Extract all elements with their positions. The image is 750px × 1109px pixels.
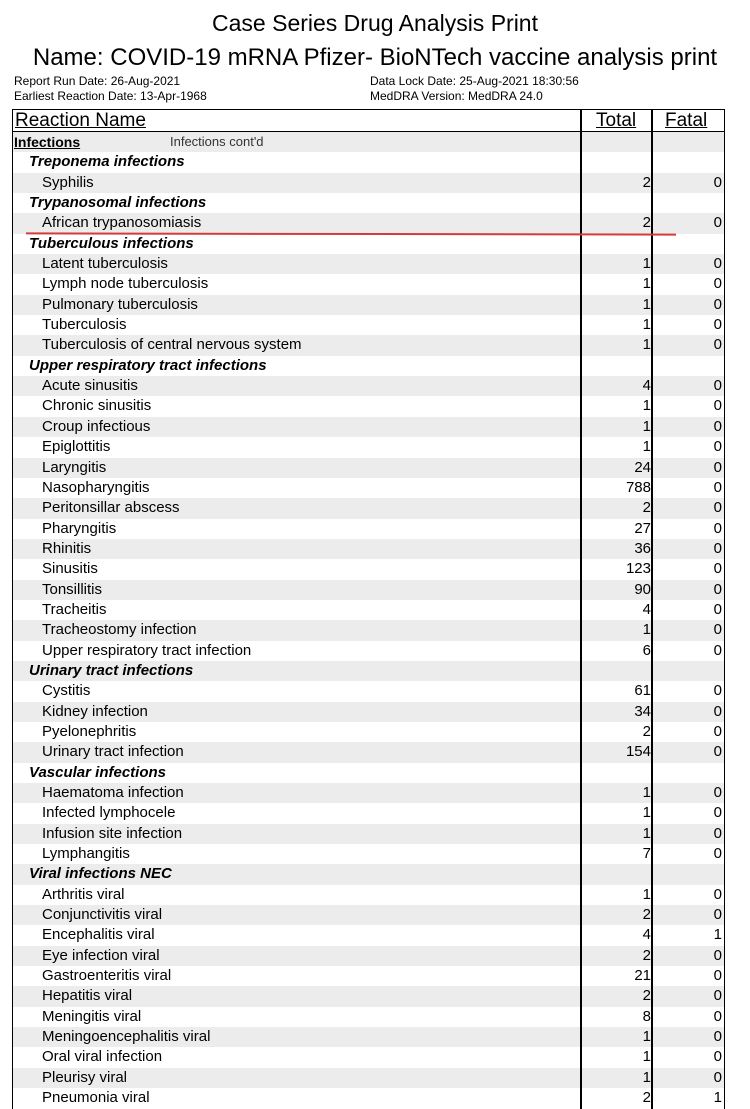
fatal-count: 0: [713, 539, 722, 557]
fatal-count: 0: [713, 214, 722, 232]
total-count: 1: [642, 784, 651, 801]
fatal-count: 1: [713, 926, 722, 944]
total-count: 1: [642, 316, 651, 334]
table-row: [13, 254, 724, 274]
report-meta-right: [370, 74, 579, 104]
fatal-count: 0: [713, 560, 722, 578]
total-count: 2: [642, 214, 651, 232]
table-body: [13, 152, 724, 1108]
total-count: 1: [642, 804, 651, 822]
fatal-count: 0: [713, 946, 722, 964]
table-row: [13, 173, 724, 193]
reaction-name: Pleurisy viral: [42, 1068, 128, 1086]
table-row: [13, 1068, 724, 1088]
table-row: [13, 783, 724, 803]
total-count: 36: [634, 539, 651, 557]
reaction-name: Nasopharyngitis: [42, 478, 150, 496]
fatal-count: 0: [713, 316, 722, 334]
reaction-name: Hepatitis viral: [42, 987, 133, 1005]
table-row: [13, 844, 724, 864]
table-row: [13, 274, 724, 294]
total-count: 1: [642, 417, 651, 435]
total-count: 4: [642, 600, 651, 618]
reaction-name: Encephalitis viral: [42, 926, 155, 944]
table-row: [13, 478, 724, 498]
table-row: [13, 986, 724, 1006]
table-row: [13, 1007, 724, 1027]
table-row: [13, 600, 724, 620]
total-count: 90: [634, 580, 651, 598]
table-row: [13, 458, 724, 478]
reaction-name: Kidney infection: [42, 702, 148, 720]
reaction-name: Epiglottitis: [42, 438, 111, 456]
total-count: 6: [642, 641, 651, 659]
group-name: Viral infections NEC: [29, 865, 172, 883]
total-count: 1: [642, 255, 651, 273]
total-count: 1: [642, 438, 651, 456]
table-row-top-category: [13, 132, 724, 152]
reaction-table: [12, 109, 725, 1109]
reaction-name: Laryngitis: [42, 458, 107, 476]
table-row: [13, 925, 724, 945]
table-row: [13, 559, 724, 579]
fatal-count: 0: [713, 295, 722, 313]
table-row: [13, 1088, 724, 1108]
reaction-name: Eye infection viral: [42, 946, 160, 964]
table-row: [13, 946, 724, 966]
total-count: 7: [642, 845, 651, 863]
total-count: 2: [642, 906, 651, 924]
reaction-name: Oral viral infection: [42, 1048, 163, 1066]
total-count: 1: [642, 885, 651, 903]
reaction-name: Lymph node tuberculosis: [42, 275, 209, 293]
data-lock-date: Data Lock Date: 25-Aug-2021 18:30:56: [370, 74, 579, 88]
column-divider-fatal: [651, 109, 653, 1109]
fatal-count: 0: [713, 722, 722, 740]
total-count: 1: [642, 1068, 651, 1086]
reaction-name: Arthritis viral: [42, 885, 125, 903]
reaction-name: Acute sinusitis: [42, 377, 138, 395]
fatal-count: 0: [713, 336, 722, 354]
total-count: 1: [642, 824, 651, 842]
table-row-group: [13, 661, 724, 681]
total-count: 1: [642, 275, 651, 293]
fatal-count: 0: [713, 804, 722, 822]
fatal-count: 0: [713, 173, 722, 191]
fatal-count: 0: [713, 255, 722, 273]
fatal-count: 0: [713, 1028, 722, 1046]
top-category-continued: Infections cont'd: [170, 134, 264, 149]
reaction-name: Upper respiratory tract infection: [42, 641, 252, 659]
total-count: 61: [634, 682, 651, 700]
total-count: 1: [642, 336, 651, 354]
table-row: [13, 742, 724, 762]
top-category-name: Infections: [14, 134, 81, 150]
column-divider-total: [580, 109, 582, 1109]
reaction-name: Croup infectious: [42, 417, 151, 435]
meddra-version: MedDRA Version: MedDRA 24.0: [370, 89, 543, 103]
group-name: Treponema infections: [29, 153, 185, 171]
reaction-name: Lymphangitis: [42, 845, 130, 863]
total-count: 1: [642, 1028, 651, 1046]
fatal-count: 0: [713, 682, 722, 700]
total-count: 1: [642, 397, 651, 415]
total-count: 1: [642, 1048, 651, 1066]
reaction-name: Cystitis: [42, 682, 91, 700]
fatal-count: 0: [713, 987, 722, 1005]
table-row-group: [13, 864, 724, 884]
table-row: [13, 580, 724, 600]
fatal-count: 0: [713, 621, 722, 639]
table-row: [13, 905, 724, 925]
fatal-count: 0: [713, 478, 722, 496]
reaction-name: Infusion site infection: [42, 824, 183, 842]
table-row: [13, 335, 724, 355]
total-count: 8: [642, 1007, 651, 1025]
reaction-name: Latent tuberculosis: [42, 255, 168, 273]
table-row-group: [13, 234, 724, 254]
fatal-count: 0: [713, 580, 722, 598]
total-count: 2: [642, 173, 651, 191]
fatal-count: 0: [713, 600, 722, 618]
fatal-count: 0: [713, 1007, 722, 1025]
reaction-name: Peritonsillar abscess: [42, 499, 180, 517]
group-name: Vascular infections: [29, 763, 166, 781]
reaction-name: Conjunctivitis viral: [42, 906, 163, 924]
table-row: [13, 213, 724, 233]
table-row: [13, 1047, 724, 1067]
table-row: [13, 681, 724, 701]
total-count: 154: [625, 743, 651, 761]
table-row: [13, 437, 724, 457]
total-count: 788: [625, 478, 651, 496]
column-header-fatal: Fatal: [665, 110, 708, 131]
table-row: [13, 417, 724, 437]
fatal-count: 0: [713, 743, 722, 761]
reaction-name: Rhinitis: [42, 539, 92, 557]
report-meta-left: [14, 74, 207, 104]
reaction-name: Pulmonary tuberculosis: [42, 295, 198, 313]
reaction-name: Urinary tract infection: [42, 743, 184, 761]
reaction-name: Chronic sinusitis: [42, 397, 152, 415]
total-count: 2: [642, 987, 651, 1005]
reaction-name: Gastroenteritis viral: [42, 967, 172, 985]
reaction-name: Haematoma infection: [42, 784, 184, 801]
reaction-name: Tracheitis: [42, 600, 107, 618]
reaction-name: Meningitis viral: [42, 1007, 142, 1025]
reaction-name: Meningoencephalitis viral: [42, 1028, 211, 1046]
column-header-reaction-name: Reaction Name: [15, 110, 146, 131]
report-run-date: Report Run Date: 26-Aug-2021: [14, 74, 181, 88]
fatal-count: 0: [713, 702, 722, 720]
total-count: 2: [642, 722, 651, 740]
table-row-group: [13, 152, 724, 172]
table-row: [13, 519, 724, 539]
total-count: 4: [642, 926, 651, 944]
reaction-name: Sinusitis: [42, 560, 98, 578]
total-count: 123: [625, 560, 651, 578]
reaction-name: Tuberculosis: [42, 316, 127, 334]
table-row: [13, 966, 724, 986]
reaction-name: Pneumonia viral: [42, 1089, 150, 1107]
fatal-count: 0: [713, 885, 722, 903]
earliest-reaction-date: Earliest Reaction Date: 13-Apr-1968: [14, 89, 207, 103]
total-count: 1: [642, 295, 651, 313]
fatal-count: 0: [713, 417, 722, 435]
reaction-name: Tracheostomy infection: [42, 621, 197, 639]
fatal-count: 0: [713, 1068, 722, 1086]
fatal-count: 0: [713, 377, 722, 395]
table-row: [13, 885, 724, 905]
reaction-name: African trypanosomiasis: [42, 214, 202, 232]
fatal-count: 1: [713, 1089, 722, 1107]
reaction-name: Pyelonephritis: [42, 722, 137, 740]
reaction-name: Tonsillitis: [42, 580, 103, 598]
total-count: 24: [634, 458, 651, 476]
table-row: [13, 803, 724, 823]
total-count: 2: [642, 946, 651, 964]
column-header-total: Total: [596, 110, 637, 131]
table-header: [13, 110, 724, 132]
total-count: 34: [634, 702, 651, 720]
table-row: [13, 824, 724, 844]
table-row: [13, 315, 724, 335]
total-count: 27: [634, 519, 651, 537]
fatal-count: 0: [713, 641, 722, 659]
total-count: 2: [642, 499, 651, 517]
group-name: Urinary tract infections: [29, 661, 194, 679]
table-row-group: [13, 356, 724, 376]
table-row: [13, 396, 724, 416]
table-row: [13, 641, 724, 661]
fatal-count: 0: [713, 906, 722, 924]
reaction-name: Pharyngitis: [42, 519, 117, 537]
group-name: Tuberculous infections: [29, 234, 194, 252]
fatal-count: 0: [713, 784, 722, 801]
table-row: [13, 498, 724, 518]
fatal-count: 0: [713, 967, 722, 985]
total-count: 2: [642, 1089, 651, 1107]
fatal-count: 0: [713, 499, 722, 517]
fatal-count: 0: [713, 458, 722, 476]
report-subtitle: Name: COVID-19 mRNA Pfizer- BioNTech vaccine analysis print: [32, 44, 718, 71]
fatal-count: 0: [713, 519, 722, 537]
group-name: Upper respiratory tract infections: [29, 356, 267, 374]
fatal-count: 0: [713, 845, 722, 863]
fatal-count: 0: [713, 397, 722, 415]
table-row: [13, 702, 724, 722]
report-title: Case Series Drug Analysis Print: [212, 10, 538, 36]
table-row: [13, 1027, 724, 1047]
reaction-name: Infected lymphocele: [42, 804, 176, 822]
table-row-group: [13, 763, 724, 783]
fatal-count: 0: [713, 275, 722, 293]
group-name: Trypanosomal infections: [29, 194, 207, 212]
table-row: [13, 539, 724, 559]
total-count: 21: [634, 967, 651, 985]
fatal-count: 0: [713, 438, 722, 456]
reaction-name: Syphilis: [42, 173, 94, 191]
table-row: [13, 620, 724, 640]
table-row: [13, 295, 724, 315]
total-count: 1: [642, 621, 651, 639]
table-row: [13, 376, 724, 396]
reaction-name: Tuberculosis of central nervous system: [42, 336, 302, 354]
fatal-count: 0: [713, 824, 722, 842]
table-row-group: [13, 193, 724, 213]
table-row: [13, 722, 724, 742]
fatal-count: 0: [713, 1048, 722, 1066]
total-count: 4: [642, 377, 651, 395]
